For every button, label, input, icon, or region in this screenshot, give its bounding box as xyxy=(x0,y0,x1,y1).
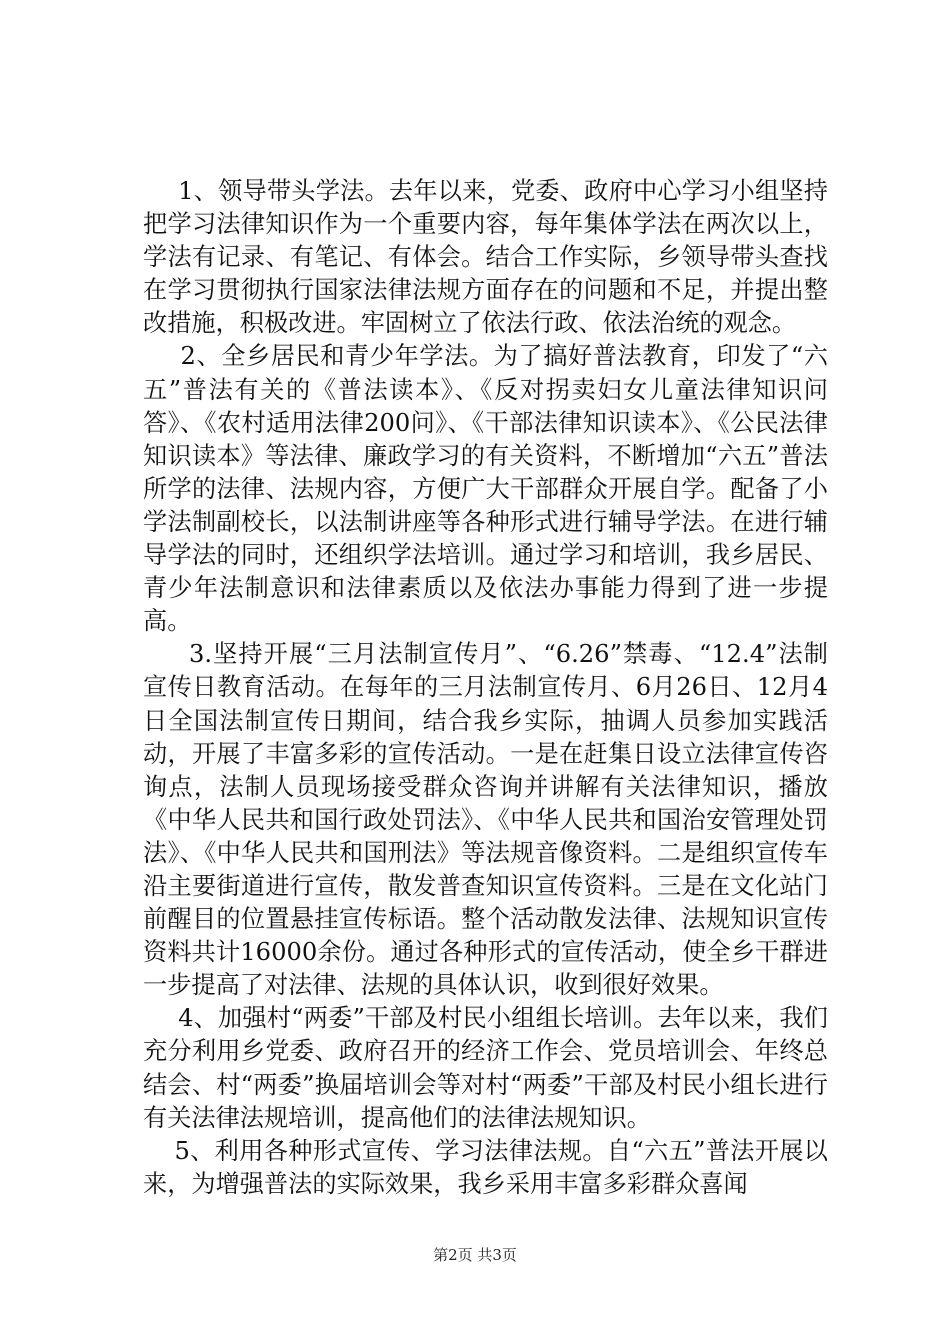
paragraph-1: 1、领导带头学法。去年以来，党委、政府中心学习小组坚持把学习法律知识作为一个重要内容，每年集体学法在两次以上，学法有记录、有笔记、有体会。结合工作实际，乡领导带头查找在学习贯彻执行国家法律法规方面存在的问题和不足，并提出整改措施，积极改进。牢固树立了依法行政、依法治统的观念。 xyxy=(143,177,828,338)
paragraph-4: 4、加强村“两委”干部及村民小组组长培训。去年以来，我们充分利用乡党委、政府召开的经济工作会、党员培训会、年终总结会、村“两委”换届培训会等对村“两委”干部及村民小组长进行有关法律法规培训，提高他们的法律法规知识。 xyxy=(143,1004,828,1132)
paragraph-5: 5、利用各种形式宣传、学习法律法规。自“六五”普法开展以来，为增强普法的实际效果，我乡采用丰富多彩群众喜闻 xyxy=(143,1136,828,1198)
document-body xyxy=(143,175,828,1201)
page-footer: 第2页 共3页 xyxy=(433,1246,517,1264)
paragraph-2: 2、全乡居民和青少年学法。为了搞好普法教育，印发了“六五”普法有关的《普法读本》、《反对拐卖妇女儿童法律知识问答》、《农村适用法律200问》、《干部法律知识读本》、《公民法律知识读本》等法律、廉政学习的有关资料，不断增加“六五”普法所学的法律、法规内容，方便广大干部群众开展自学。配备了小学法制副校长，以法制讲座等各种形式进行辅导学法。在进行辅导学法的同时，还组织学法培训。通过学习和培训，我乡居民、青少年法制意识和法律素质以及依法办事能力得到了进一步提高。 xyxy=(143,342,828,636)
paragraph-3: 3.坚持开展“三月法制宣传月”、“6.26”禁毒、“12.4”法制宣传日教育活动。在每年的三月法制宣传月、6月26日、12月4日全国法制宣传日期间，结合我乡实际，抽调人员参加实践活动，开展了丰富多彩的宣传活动。一是在赶集日设立法律宣传咨询点，法制人员现场接受群众咨询并讲解有关法律知识，播放《中华人民共和国行政处罚法》、《中华人民共和国治安管理处罚法》、《中华人民共和国刑法》等法规音像资料。二是组织宣传车沿主要街道进行宣传，散发普查知识宣传资料。三是在文化站门前醒目的位置悬挂宣传标语。整个活动散发法律、法规知识宣传资料共计16000余份。通过各种形式的宣传活动，使全乡干群进一步提高了对法律、法规的具体认识，收到很好效果。 xyxy=(143,640,828,1000)
